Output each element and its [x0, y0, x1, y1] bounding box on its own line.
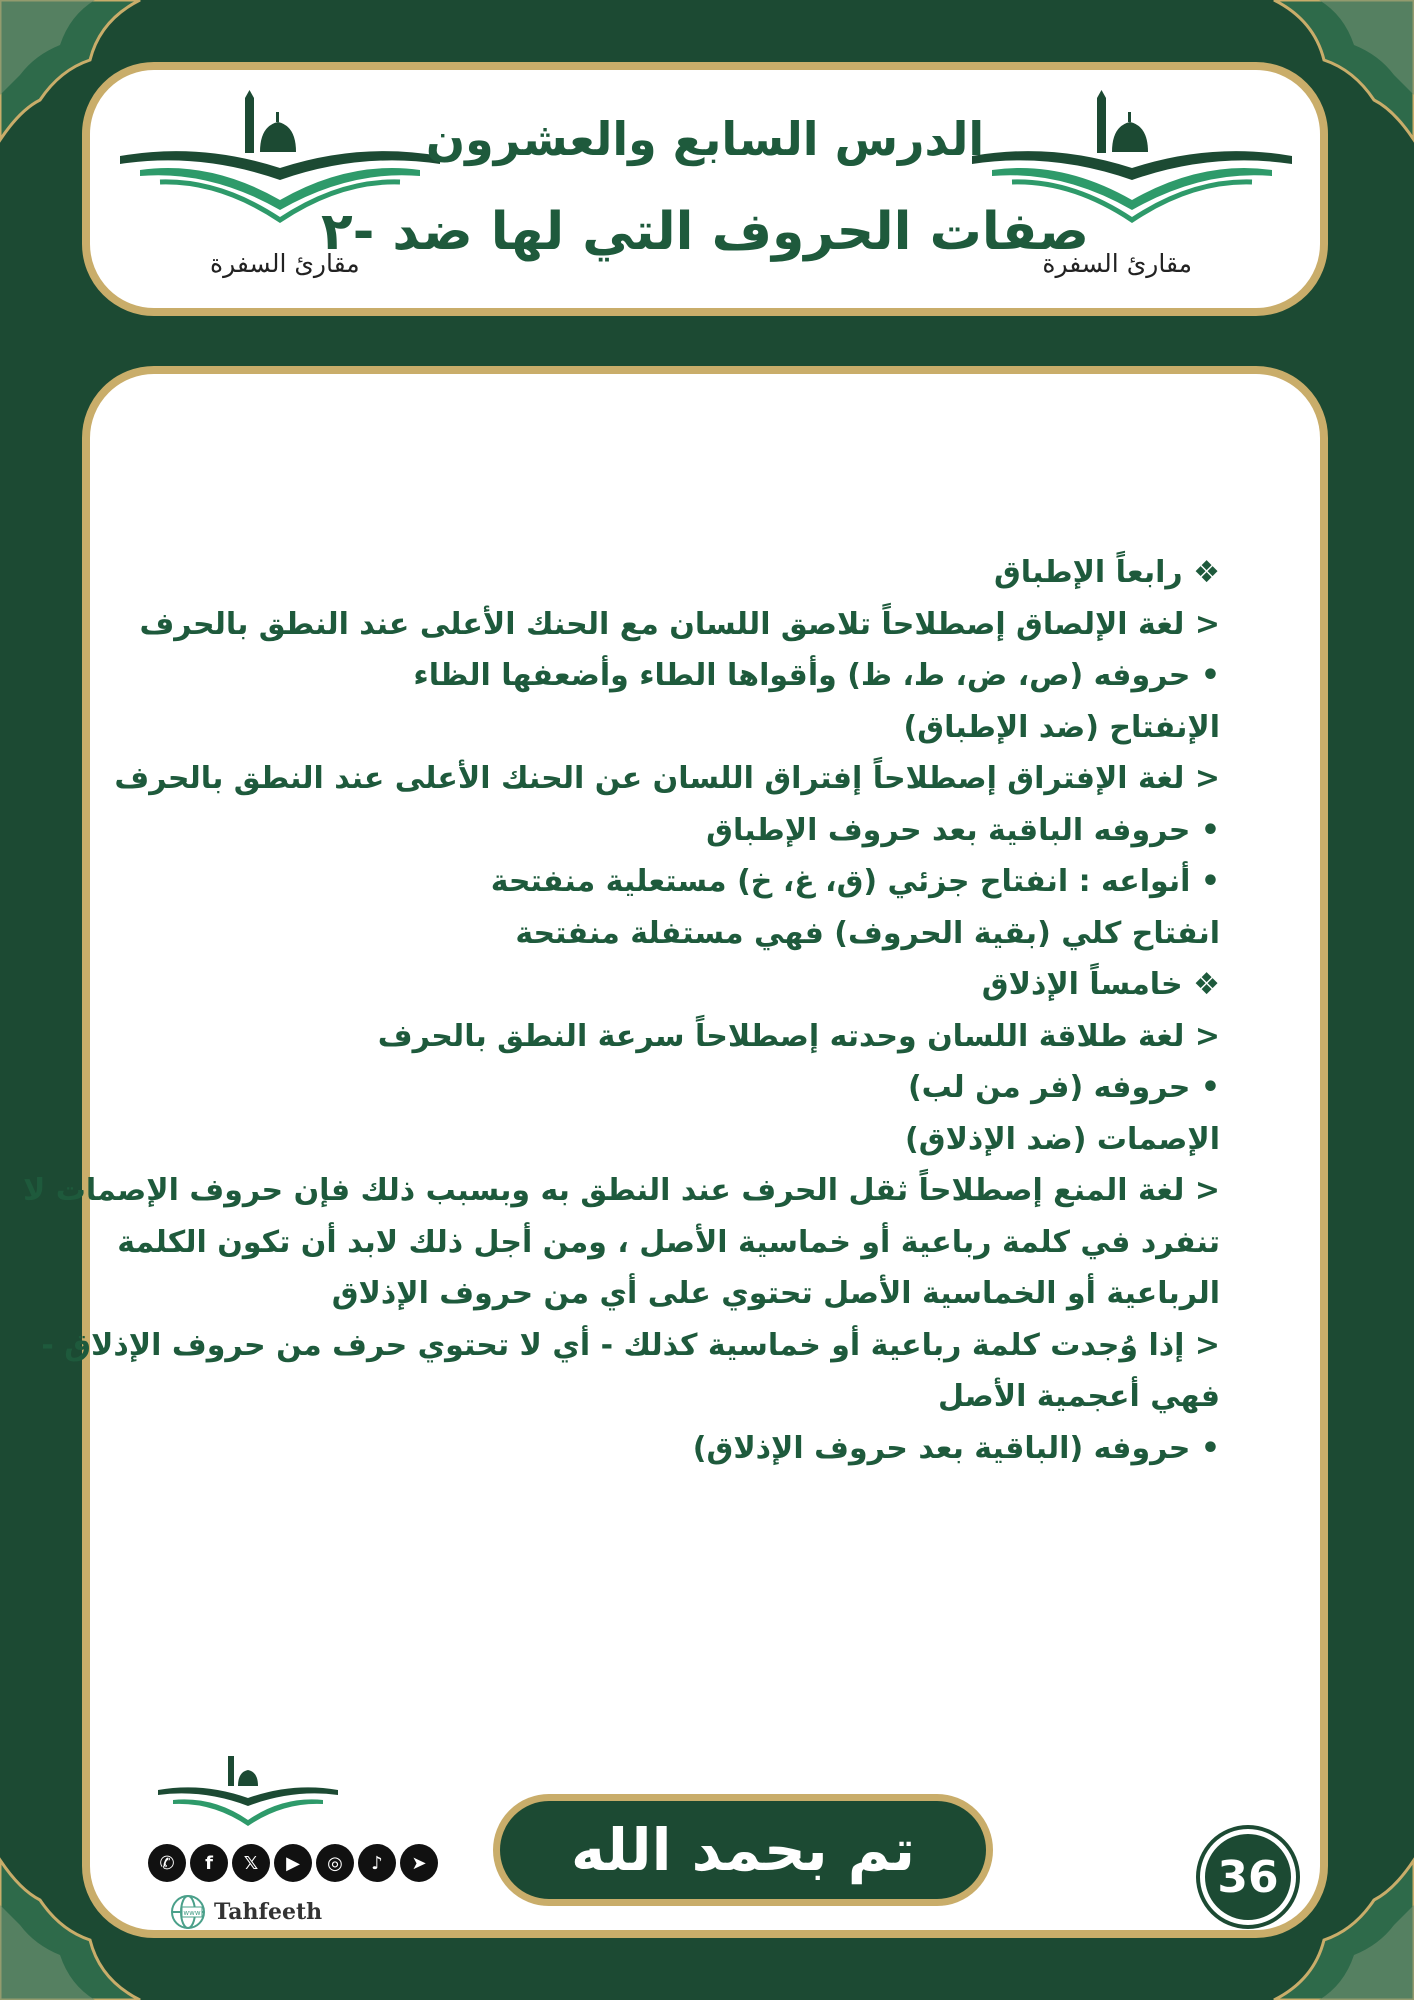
- footer-logo-icon: [158, 1752, 338, 1832]
- lesson-subtitle: صفات الحروف التي لها ضد -٢: [320, 202, 1090, 262]
- telegram-icon[interactable]: ➤: [400, 1844, 438, 1882]
- body-line: تنفرد في كلمة رباعية أو خماسية الأصل ، ومن أجل ذلك لابد أن تكون الكلمة: [117, 1224, 1220, 1260]
- body-line: الرباعية أو الخماسية الأصل تحتوي على أي من حروف الإذلاق: [331, 1276, 1220, 1311]
- youtube-icon[interactable]: ▶: [274, 1844, 312, 1882]
- body-line: < لغة المنع إصطلاحاً ثقل الحرف عند النطق به وبسبب ذلك فإن حروف الإصمات لا: [22, 1173, 1220, 1208]
- x-icon[interactable]: 𝕏: [232, 1844, 270, 1882]
- lesson-title: الدرس السابع والعشرون: [425, 112, 985, 166]
- body-line: • حروفه (الباقية بعد حروف الإذلاق): [692, 1430, 1220, 1466]
- body-line: انفتاح كلي (بقية الحروف) فهي مستفلة منفتحة: [515, 915, 1220, 951]
- body-line: < لغة طلاقة اللسان وحدته إصطلاحاً سرعة النطق بالحرف: [377, 1018, 1220, 1054]
- globe-icon: [168, 1892, 208, 1932]
- body-line: الإصمات (ضد الإذلاق): [905, 1121, 1220, 1157]
- logo-caption: مقارئ السفرة: [1042, 249, 1192, 278]
- tiktok-icon[interactable]: ♪: [358, 1844, 396, 1882]
- whatsapp-icon[interactable]: ✆: [148, 1844, 186, 1882]
- body-line: < لغة الإلصاق إصطلاحاً تلاصق اللسان مع الحنك الأعلى عند النطق بالحرف: [139, 606, 1220, 642]
- website-link[interactable]: [168, 1892, 322, 1932]
- body-line: < إذا وُجدت كلمة رباعية أو خماسية كذلك - أي لا تحتوي حرف من حروف الإذلاق -: [41, 1327, 1220, 1363]
- page-number: 36: [1217, 1851, 1279, 1903]
- body-line: ❖ خامساً الإذلاق: [981, 967, 1220, 1002]
- page-number-badge: [1200, 1829, 1296, 1925]
- body-line: < لغة الإفتراق إصطلاحاً إفتراق اللسان عن الحنك الأعلى عند النطق بالحرف: [114, 761, 1220, 796]
- end-banner: [493, 1794, 993, 1906]
- body-line: • أنواعه : انفتاح جزئي (ق، غ، خ) مستعلية منفتحة: [490, 864, 1220, 899]
- facebook-icon[interactable]: f: [190, 1844, 228, 1882]
- body-line: الإنفتاح (ضد الإطباق): [903, 709, 1220, 745]
- logo-caption: مقارئ السفرة: [210, 249, 360, 278]
- social-icons-row: [148, 1844, 438, 1882]
- site-name: Tahfeeth: [214, 1899, 323, 1925]
- www-label: www: [183, 1909, 201, 1917]
- content-panel: [22, 366, 1328, 1938]
- body-line: فهي أعجمية الأصل: [937, 1379, 1220, 1414]
- body-line: • حروفه (ص، ض، ط، ظ) وأقواها الطاء وأضعفها الظاء: [413, 658, 1220, 693]
- instagram-icon[interactable]: ◎: [316, 1844, 354, 1882]
- lesson-body: [22, 547, 1220, 1474]
- header-panel: [82, 62, 1328, 316]
- end-text: تم بحمد الله: [570, 1816, 916, 1884]
- body-line: • حروفه الباقية بعد حروف الإطباق: [706, 812, 1220, 848]
- body-line: ❖ رابعاً الإطباق: [993, 555, 1220, 590]
- body-line: • حروفه (فر من لب): [907, 1070, 1220, 1105]
